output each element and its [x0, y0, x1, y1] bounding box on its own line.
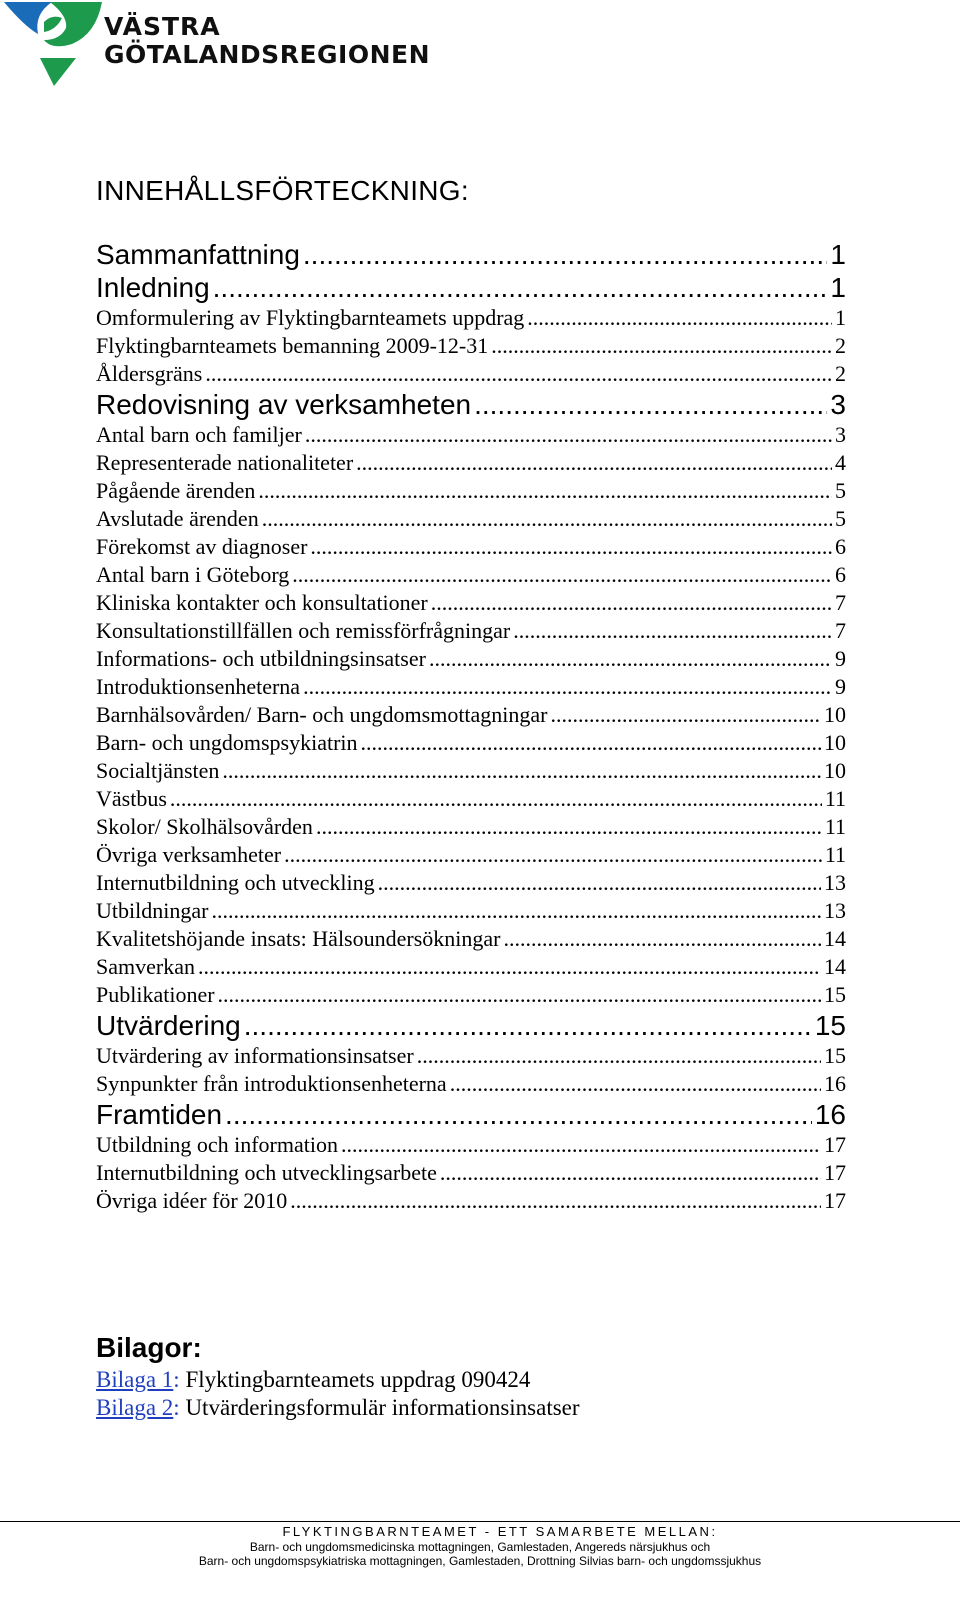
- toc-entry-title: Kliniska kontakter och konsultationer: [96, 590, 428, 615]
- toc-entry[interactable]: [96, 589, 846, 617]
- toc-entry[interactable]: [96, 673, 846, 701]
- toc-entry-title: Internutbildning och utveckling: [96, 870, 375, 895]
- toc-dot-leader: [222, 757, 821, 785]
- toc-entry[interactable]: [96, 925, 846, 953]
- toc-entry[interactable]: [96, 813, 846, 841]
- toc-entry-title: Utbildningar: [96, 898, 209, 923]
- toc-entry-page: 17: [824, 1188, 846, 1213]
- toc-entry[interactable]: [96, 533, 846, 561]
- toc-entry-page: 9: [835, 674, 846, 699]
- toc-entry-title: Utbildning och information: [96, 1132, 338, 1157]
- toc-entry-page: 13: [824, 898, 846, 923]
- toc-entry[interactable]: [96, 981, 846, 1009]
- toc-dot-leader: [290, 1187, 821, 1215]
- toc-entry-title: Introduktionsenheterna: [96, 674, 301, 699]
- toc-entry-title: Omformulering av Flyktingbarnteamets uppdrag: [96, 305, 525, 330]
- toc-entry-page: 5: [835, 478, 846, 503]
- toc-entry[interactable]: [96, 505, 846, 533]
- toc-entry-title: Västbus: [96, 786, 167, 811]
- toc-entry-page: 15: [824, 1043, 846, 1068]
- toc-dot-leader: [211, 897, 821, 925]
- toc-entry[interactable]: [96, 897, 846, 925]
- toc-dot-leader: [551, 701, 821, 729]
- toc-dot-leader: [429, 645, 832, 673]
- toc-entry[interactable]: [96, 238, 846, 271]
- toc-entry[interactable]: [96, 1187, 846, 1215]
- toc-entry-page: 6: [835, 534, 846, 559]
- toc-entry-title: Sammanfattning: [96, 239, 300, 270]
- toc-dot-leader: [244, 1009, 812, 1042]
- toc-entry[interactable]: [96, 1159, 846, 1187]
- footer-line-2: Barn- och ungdomspsykiatriska mottagningen, Gamlestaden, Drottning Silvias barn- och ungdomssjukhus: [198, 1554, 762, 1568]
- toc-entry[interactable]: [96, 869, 846, 897]
- toc-dot-leader: [292, 561, 832, 589]
- toc-entry-page: 6: [835, 562, 846, 587]
- toc-entry-page: 17: [824, 1132, 846, 1157]
- toc-entry-page: 10: [824, 758, 846, 783]
- toc-entry[interactable]: [96, 841, 846, 869]
- toc-dot-leader: [213, 271, 828, 304]
- toc-dot-leader: [491, 332, 832, 360]
- toc-entry-page: 15: [814, 1010, 846, 1041]
- toc-entry-page: 7: [835, 618, 846, 643]
- toc-entry-title: Informations- och utbildningsinsatser: [96, 646, 426, 671]
- toc-entry-title: Antal barn i Göteborg: [96, 562, 290, 587]
- toc-entry-page: 15: [824, 982, 846, 1007]
- footer-title: FLYKTINGBARNTEAMET - ETT SAMARBETE MELLAN:: [282, 1524, 718, 1539]
- attachment-link-2[interactable]: Bilaga 2: [96, 1395, 174, 1420]
- toc-entry[interactable]: [96, 1131, 846, 1159]
- toc-dot-leader: [356, 449, 832, 477]
- toc-entry[interactable]: [96, 449, 846, 477]
- toc-entry-page: 17: [824, 1160, 846, 1185]
- toc-dot-leader: [284, 841, 822, 869]
- toc-entry-page: 3: [830, 389, 846, 420]
- toc-entry-title: Inledning: [96, 272, 210, 303]
- toc-dot-leader: [225, 1098, 812, 1131]
- toc-entry-page: 5: [835, 506, 846, 531]
- toc-dot-leader: [198, 953, 821, 981]
- attachment-link-1[interactable]: Bilaga 1: [96, 1367, 174, 1392]
- toc-entry-page: 10: [824, 730, 846, 755]
- attachment-colon-2: :: [173, 1395, 180, 1420]
- toc-dot-leader: [440, 1159, 821, 1187]
- attachment-text-1: Flyktingbarnteamets uppdrag 090424: [179, 1367, 531, 1392]
- toc-entry[interactable]: [96, 561, 846, 589]
- table-of-contents: [96, 238, 846, 1215]
- toc-entry-title: Konsultationstillfällen och remissförfrågningar: [96, 618, 511, 643]
- toc-dot-leader: [310, 533, 832, 561]
- toc-entry-title: Pågående ärenden: [96, 478, 256, 503]
- logo-mark-icon: [4, 0, 104, 90]
- toc-dot-leader: [218, 981, 821, 1009]
- toc-entry-title: Övriga idéer för 2010: [96, 1188, 288, 1213]
- toc-entry-title: Flyktingbarnteamets bemanning 2009-12-31: [96, 333, 489, 358]
- toc-entry-page: 14: [824, 954, 846, 979]
- toc-entry-page: 7: [835, 590, 846, 615]
- toc-entry-title: Internutbildning och utvecklingsarbete: [96, 1160, 437, 1185]
- toc-dot-leader: [431, 589, 832, 617]
- toc-dot-leader: [361, 729, 821, 757]
- toc-entry-page: 14: [824, 926, 846, 951]
- toc-entry[interactable]: [96, 388, 846, 421]
- toc-entry[interactable]: [96, 477, 846, 505]
- toc-heading: INNEHÅLLSFÖRTECKNING:: [96, 175, 469, 206]
- logo-line-1: VÄSTRA: [104, 12, 221, 41]
- toc-entry[interactable]: [96, 617, 846, 645]
- toc-entry-page: 16: [824, 1071, 846, 1096]
- toc-entry[interactable]: [96, 360, 846, 388]
- toc-entry[interactable]: [96, 1042, 846, 1070]
- toc-entry-page: 16: [814, 1099, 846, 1130]
- toc-entry[interactable]: [96, 304, 846, 332]
- footer-line-1: Barn- och ungdomsmedicinska mottagningen, Gamlestaden, Angereds närsjukhus och: [249, 1540, 711, 1554]
- toc-entry-title: Antal barn och familjer: [96, 422, 302, 447]
- toc-entry[interactable]: [96, 785, 846, 813]
- toc-entry[interactable]: [96, 1098, 846, 1131]
- toc-entry[interactable]: [96, 332, 846, 360]
- attachments-heading: Bilagor:: [96, 1332, 202, 1363]
- toc-entry-title: Barnhälsovården/ Barn- och ungdomsmottagningar: [96, 702, 548, 727]
- logo-line-2: GÖTALANDSREGIONEN: [104, 40, 431, 69]
- toc-entry-title: Samverkan: [96, 954, 195, 979]
- toc-dot-leader: [258, 477, 832, 505]
- toc-entry-title: Framtiden: [96, 1099, 223, 1130]
- toc-entry-page: 13: [824, 870, 846, 895]
- toc-entry-title: Socialtjänsten: [96, 758, 220, 783]
- toc-entry-page: 1: [830, 239, 846, 270]
- toc-entry-page: 3: [835, 422, 846, 447]
- toc-dot-leader: [305, 421, 832, 449]
- toc-entry[interactable]: [96, 271, 846, 304]
- toc-dot-leader: [205, 360, 832, 388]
- toc-entry[interactable]: [96, 729, 846, 757]
- toc-entry[interactable]: [96, 421, 846, 449]
- toc-entry-title: Publikationer: [96, 982, 215, 1007]
- toc-entry-title: Avslutade ärenden: [96, 506, 259, 531]
- toc-dot-leader: [341, 1131, 821, 1159]
- toc-dot-leader: [450, 1070, 821, 1098]
- toc-dot-leader: [303, 238, 828, 271]
- toc-entry-page: 10: [824, 702, 846, 727]
- toc-entry-title: Förekomst av diagnoser: [96, 534, 308, 559]
- attachment-colon-1: :: [173, 1367, 180, 1392]
- toc-entry[interactable]: [96, 1009, 846, 1042]
- attachment-item-1: [96, 1366, 530, 1394]
- toc-entry-page: 11: [824, 814, 846, 839]
- attachment-item-2: [96, 1394, 580, 1422]
- toc-entry-title: Barn- och ungdomspsykiatrin: [96, 730, 358, 755]
- toc-entry-page: 9: [835, 646, 846, 671]
- toc-entry[interactable]: [96, 701, 846, 729]
- toc-entry-title: Redovisning av verksamheten: [96, 389, 472, 420]
- toc-entry-page: 11: [824, 842, 846, 867]
- vastra-gotalandsregionen-logo: [4, 0, 434, 90]
- toc-dot-leader: [262, 505, 832, 533]
- toc-entry[interactable]: [96, 645, 846, 673]
- toc-entry-title: Kvalitetshöjande insats: Hälsoundersökningar: [96, 926, 501, 951]
- toc-dot-leader: [503, 925, 821, 953]
- toc-entry-page: 11: [824, 786, 846, 811]
- toc-entry[interactable]: [96, 953, 846, 981]
- toc-entry-page: 2: [835, 333, 846, 358]
- toc-entry-page: 1: [835, 305, 846, 330]
- toc-dot-leader: [513, 617, 832, 645]
- toc-entry-title: Åldersgräns: [96, 361, 203, 386]
- toc-dot-leader: [378, 869, 821, 897]
- toc-dot-leader: [316, 813, 822, 841]
- toc-entry-title: Synpunkter från introduktionsenheterna: [96, 1071, 447, 1096]
- attachment-text-2: Utvärderingsformulär informationsinsatser: [179, 1395, 580, 1420]
- toc-entry-title: Utvärdering: [96, 1010, 241, 1041]
- toc-entry-page: 4: [835, 450, 846, 475]
- toc-entry-page: 2: [835, 361, 846, 386]
- toc-entry-title: Skolor/ Skolhälsovården: [96, 814, 313, 839]
- toc-entry-title: Övriga verksamheter: [96, 842, 282, 867]
- page-footer: [0, 1524, 960, 1568]
- toc-dot-leader: [303, 673, 832, 701]
- toc-entry-page: 1: [830, 272, 846, 303]
- toc-dot-leader: [527, 304, 832, 332]
- toc-dot-leader: [474, 388, 827, 421]
- footer-divider: [0, 1521, 960, 1522]
- toc-dot-leader: [417, 1042, 821, 1070]
- toc-dot-leader: [170, 785, 822, 813]
- toc-entry-title: Representerade nationaliteter: [96, 450, 354, 475]
- toc-entry-title: Utvärdering av informationsinsatser: [96, 1043, 414, 1068]
- toc-entry[interactable]: [96, 757, 846, 785]
- toc-entry[interactable]: [96, 1070, 846, 1098]
